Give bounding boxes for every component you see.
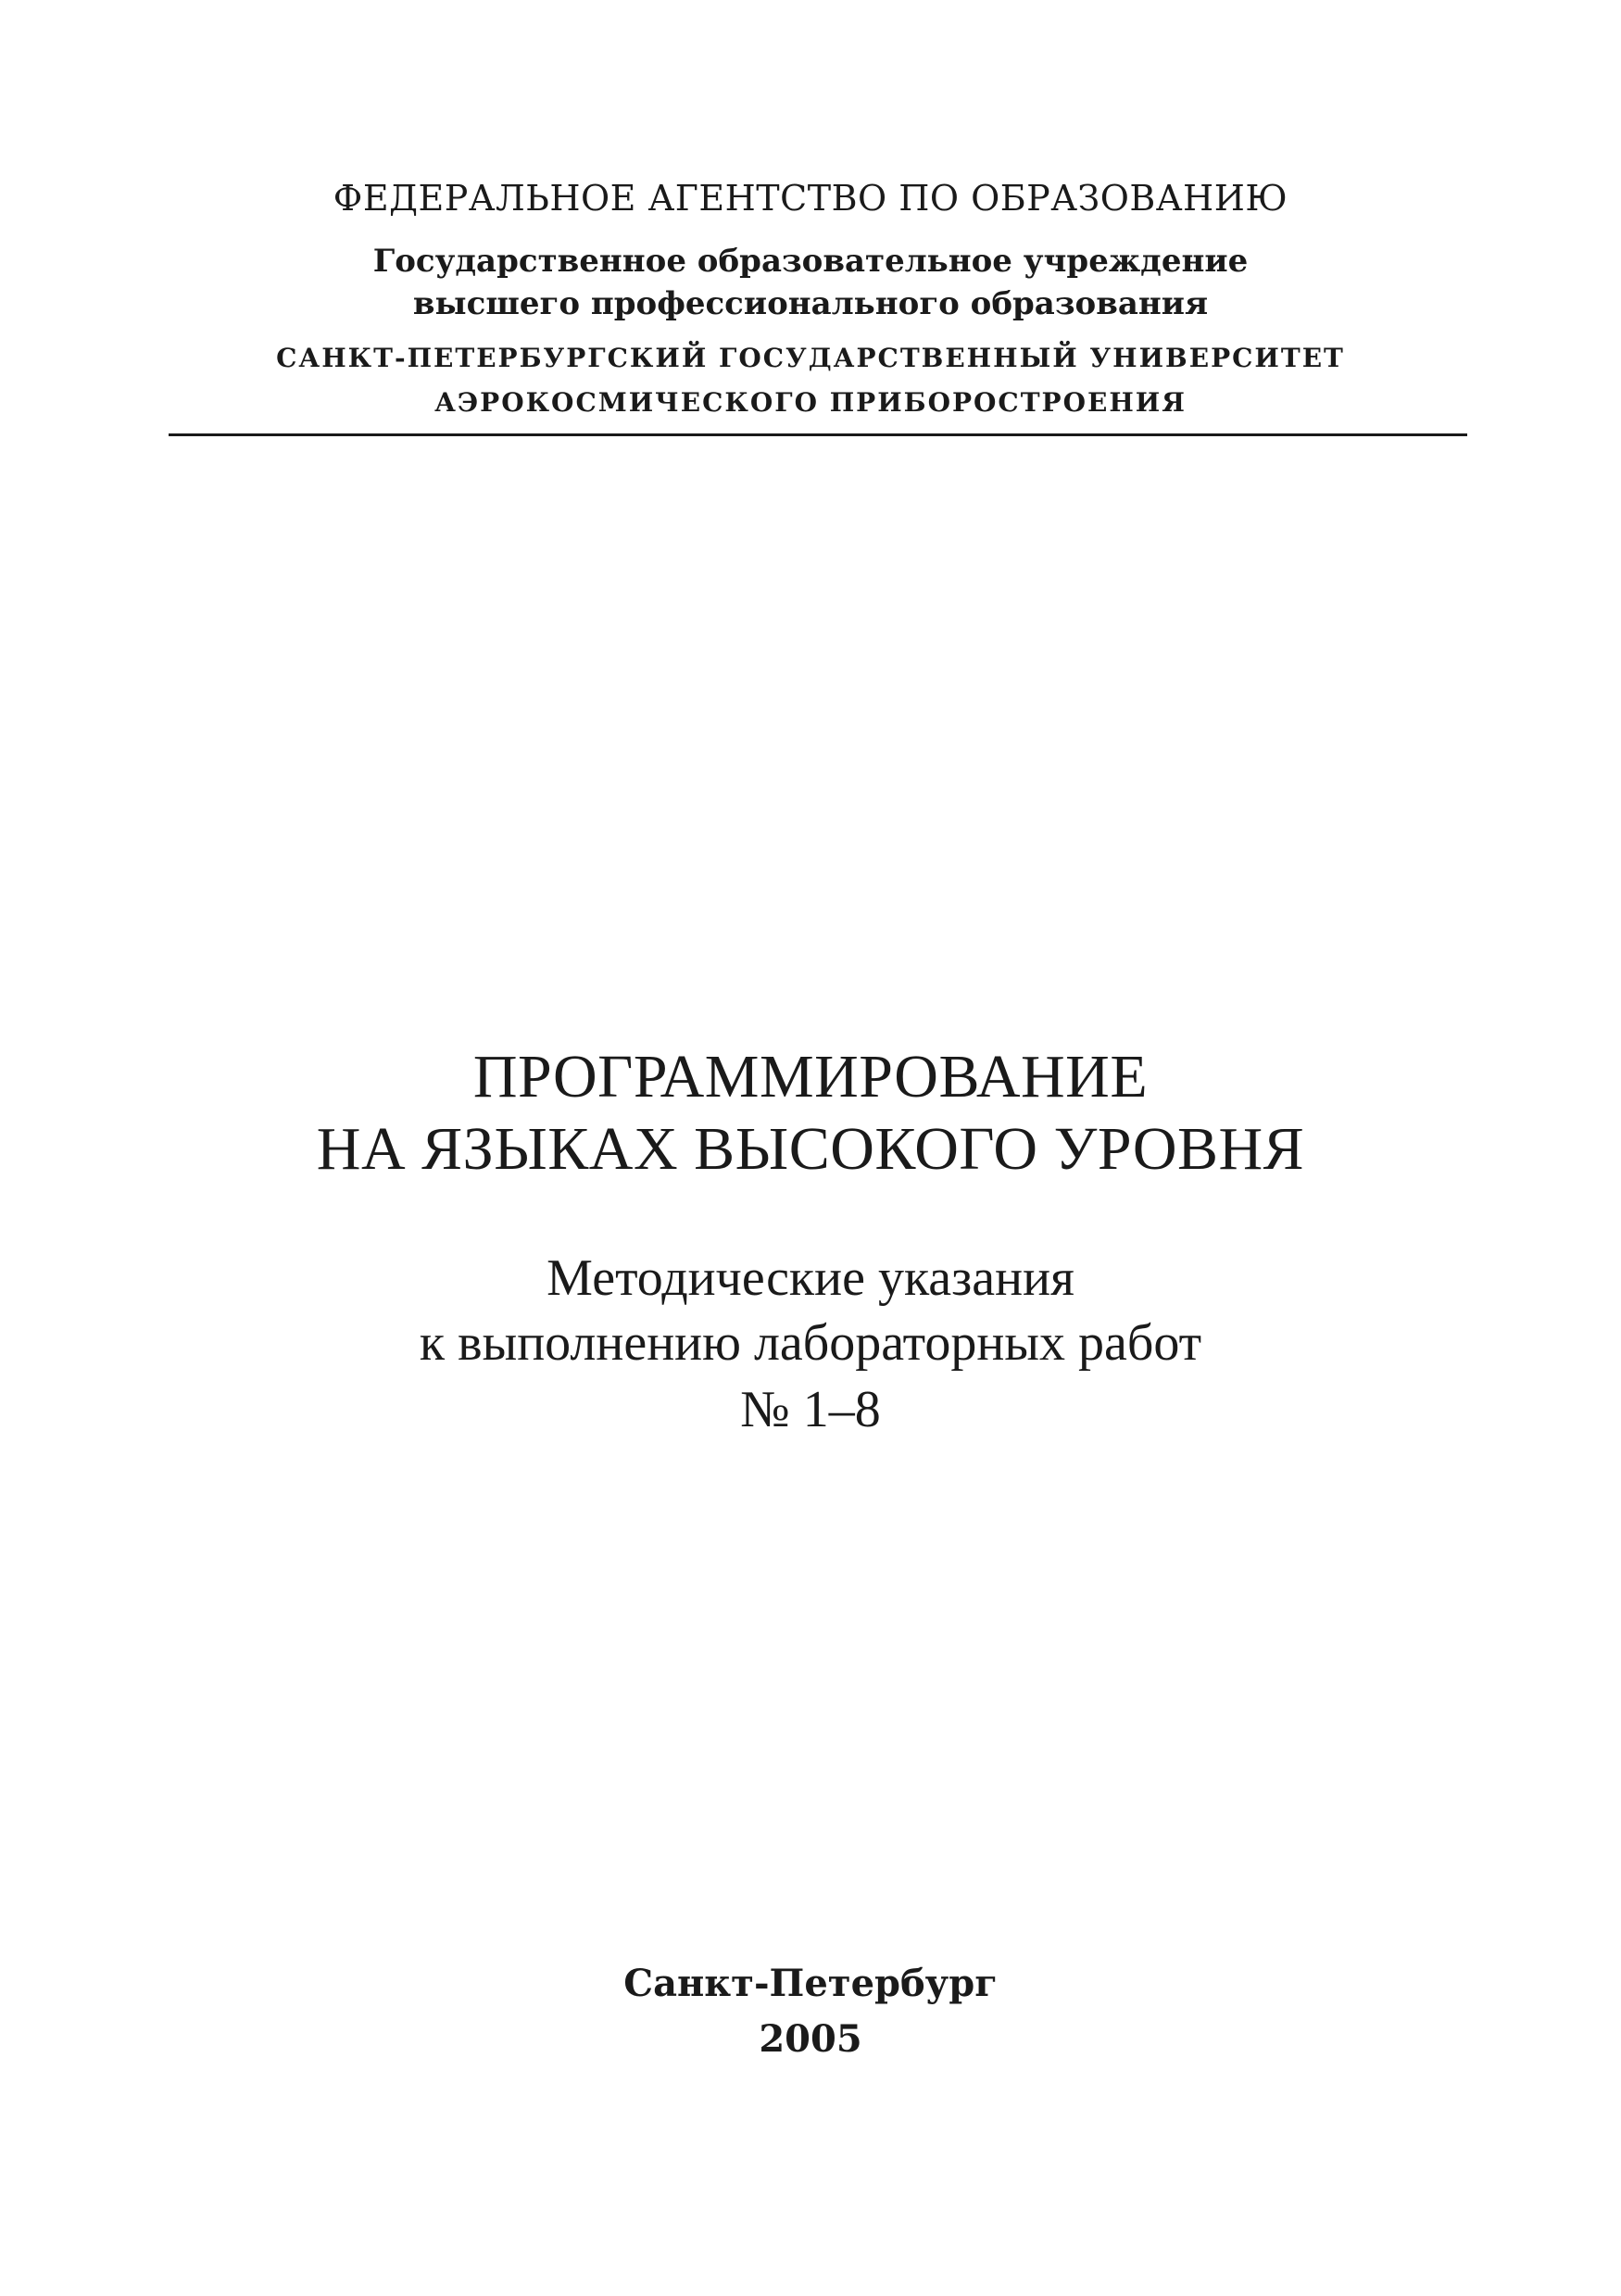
document-title-line-2: НА ЯЗЫКАХ ВЫСОКОГО УРОВНЯ: [316, 1115, 1305, 1183]
agency-name: ФЕДЕРАЛЬНОЕ АГЕНТСТВО ПО ОБРАЗОВАНИЮ: [333, 178, 1288, 219]
subtitle-line-2: к выполнению лабораторных работ: [419, 1314, 1202, 1372]
institution-line-2: высшего профессионального образования: [412, 285, 1209, 322]
header-divider: [169, 433, 1467, 436]
subtitle-line-3: № 1–8: [740, 1381, 881, 1438]
institution-line-1: Государственное образовательное учреждение: [372, 243, 1249, 280]
imprint-year: 2005: [759, 2017, 862, 2061]
imprint-city: Санкт-Петербург: [623, 1962, 998, 2005]
subtitle-line-1: Методические указания: [547, 1249, 1074, 1307]
university-line-1: САНКТ-ПЕТЕРБУРГСКИЙ ГОСУДАРСТВЕННЫЙ УНИВЕРСИТЕТ: [276, 343, 1345, 373]
university-line-2: АЭРОКОСМИЧЕСКОГО ПРИБОРОСТРОЕНИЯ: [434, 387, 1187, 418]
document-title-line-1: ПРОГРАММИРОВАНИЕ: [472, 1043, 1149, 1110]
